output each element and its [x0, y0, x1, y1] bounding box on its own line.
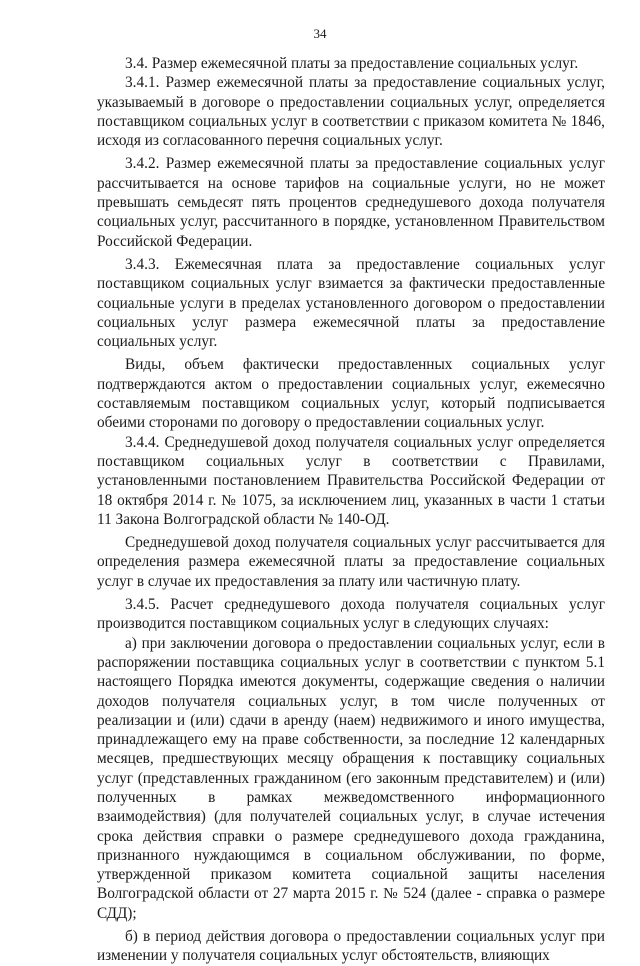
- document-body: [97, 54, 605, 966]
- paragraph-case-b: б) в период действия договора о предоставлении социальных услуг при изменении у получателя социальных услуг обстоятельств, влияющих: [97, 928, 605, 965]
- paragraph-act: Виды, объем фактически предоставленных социальных услуг подтверждаются актом о предоставлении социальных услуг, ежемесячно составляемым поставщиком социальных услуг, который подписывается обеими сторонами по договору о предоставлении социальных услуг.: [97, 356, 605, 432]
- paragraph-3-4-2: 3.4.2. Размер ежемесячной платы за предоставление социальных услуг рассчитывается на основе тарифов на социальные услуги, но не может превышать семьдесят пять процентов среднедушевого дохода получателя социальных услуг, рассчитанного в порядке, установленном Правительством Российской Федерации.: [97, 155, 605, 250]
- page-number: 34: [313, 26, 327, 41]
- paragraph-case-a: а) при заключении договора о предоставлении социальных услуг, если в распоряжении поставщика социальных услуг в соответствии с пунктом 5.1 настоящего Порядка имеются документы, содержащие сведения о наличии доходов получателя социальных услуг, в том числе полученных от реализации и (или) сдачи в аренду (наем) недвижимого и иного имущества, принадлежащего ему на праве собственности, за последние 12 календарных месяцев, предшествующих месяцу обращения к поставщику социальных услуг (представленных гражданином (его законным представителем) и (или) полученных в рамках межведомственного информационного взаимодействия) (для получателей социальных услуг, в случае истечения срока действия справки о размере среднедушевого дохода гражданина, признанного нуждающимся в социальном обслуживании, по форме, утвержденной приказом комитета социальной защиты населения Волгоградской области от 27 марта 2015 г. № 524 (далее - справка о размере СДД);: [97, 634, 605, 922]
- paragraph-3-4-5: 3.4.5. Расчет среднедушевого дохода получателя социальных услуг производится поставщиком социальных услуг в следующих случаях:: [97, 596, 605, 633]
- paragraph-3-4: 3.4. Размер ежемесячной платы за предоставление социальных услуг.: [125, 55, 579, 72]
- paragraph-3-4-1: 3.4.1. Размер ежемесячной платы за предоставление социальных услуг, указываемый в договоре о предоставлении социальных услуг, определяется поставщиком социальных услуг в соответствии с приказом комитета № 1846, исходя из согласованного перечня социальных услуг.: [97, 74, 605, 150]
- paragraph-income-purpose: Среднедушевой доход получателя социальных услуг рассчитывается для определения размера ежемесячной платы за предоставление социальных услуг в случае их предоставления за плату или частичную плату.: [97, 534, 605, 590]
- paragraph-3-4-3: 3.4.3. Ежемесячная плата за предоставление социальных услуг поставщиком социальных услуг взимается за фактически предоставленные социальные услуги в пределах установленного договором о предоставлении социальных услуг размера ежемесячной платы за предоставление социальных услуг.: [97, 255, 605, 351]
- paragraph-3-4-4: 3.4.4. Среднедушевой доход получателя социальных услуг определяется поставщиком социальных услуг в соответствии с Правилами, установленными постановлением Правительства Российской Федерации от 18 октября 2014 г. № 1075, за исключением лиц, указанных в части 1 статьи 11 Закона Волгоградской области № 140-ОД.: [97, 433, 605, 528]
